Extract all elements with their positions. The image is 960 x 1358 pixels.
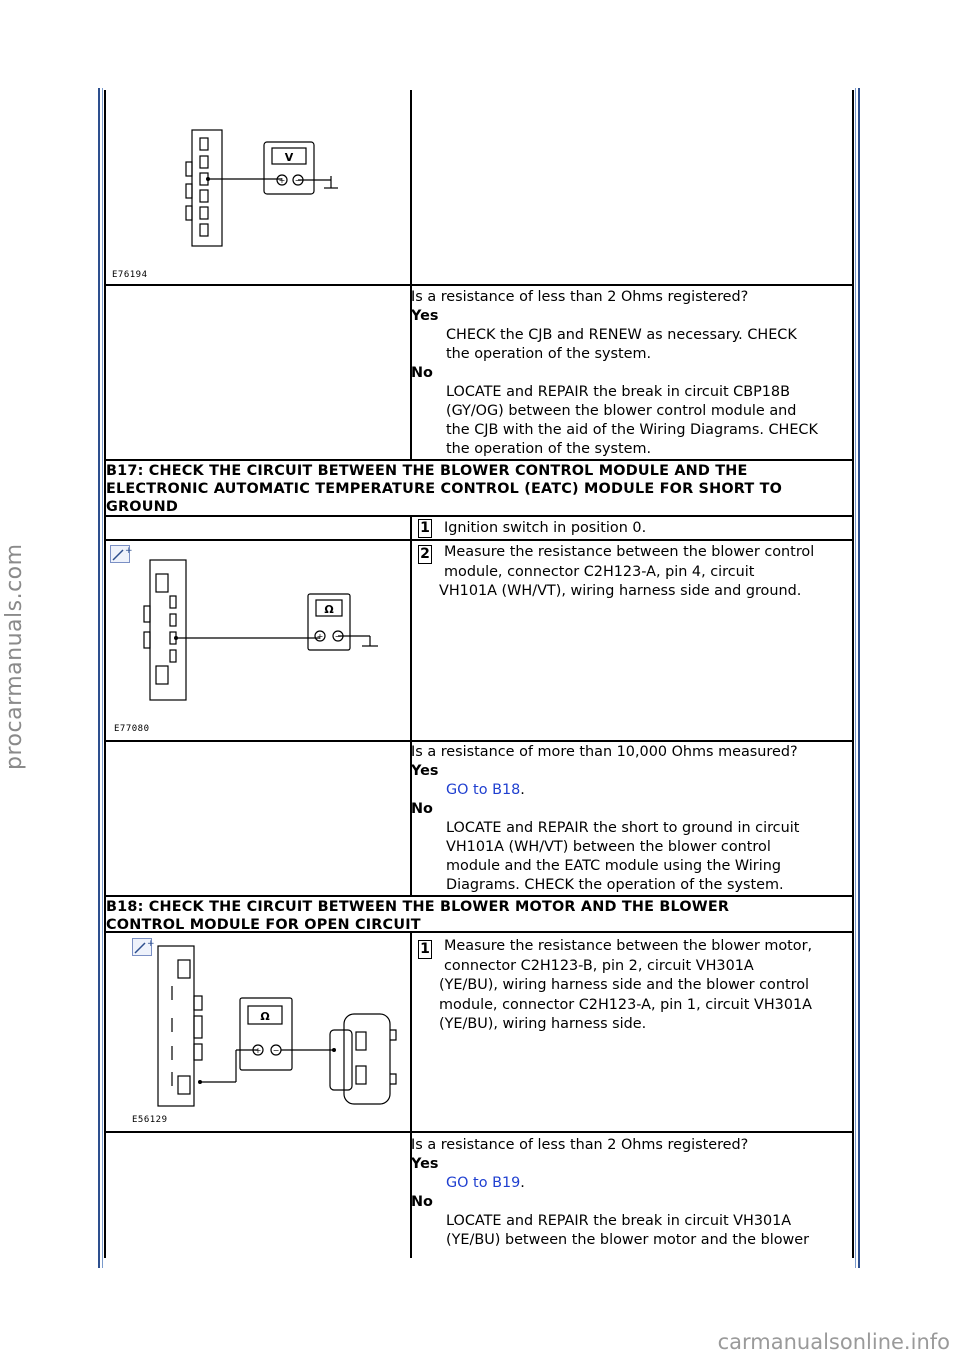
no-text: LOCATE and REPAIR the short to ground in circuit bbox=[446, 820, 800, 836]
table-border-right bbox=[852, 90, 854, 1258]
svg-text:−: − bbox=[334, 632, 342, 641]
page-rule-left-inner bbox=[102, 88, 103, 1268]
ohmmeter-symbol: Ω bbox=[260, 1010, 270, 1023]
page-rule-right bbox=[858, 88, 860, 1268]
figure-blower-motor-diagram bbox=[144, 942, 404, 1112]
question-text: Is a resistance of more than 10,000 Ohms measured? bbox=[411, 744, 798, 760]
svg-text:+: + bbox=[316, 632, 324, 641]
row-border bbox=[104, 740, 854, 742]
section-title-b17: B17: CHECK THE CIRCUIT BETWEEN THE BLOWER CONTROL MODULE AND THE ELECTRONIC AUTOMATIC TEMPERATURE CONTROL (EATC) MODULE FOR SHORT TO GROUND bbox=[106, 463, 783, 515]
no-label: No bbox=[411, 1194, 433, 1210]
yes-text: GO to B19. bbox=[446, 1175, 525, 1191]
row-border bbox=[104, 539, 854, 541]
yes-label: Yes bbox=[411, 763, 439, 779]
svg-text:+: + bbox=[278, 176, 286, 185]
step-number: 2 bbox=[418, 545, 432, 564]
row-border bbox=[104, 895, 854, 897]
footer-watermark: carmanualsonline.info bbox=[717, 1330, 950, 1354]
zoom-icon[interactable] bbox=[110, 545, 133, 563]
no-text: the CJB with the aid of the Wiring Diagrams. CHECK bbox=[446, 422, 818, 438]
go-to-b19-link[interactable]: GO to B19 bbox=[446, 1175, 521, 1191]
row-border bbox=[104, 1131, 854, 1133]
yes-text: the operation of the system. bbox=[446, 346, 652, 362]
no-text: LOCATE and REPAIR the break in circuit CBP18B bbox=[446, 384, 790, 400]
procedure-table bbox=[104, 90, 854, 1258]
no-text: the operation of the system. bbox=[446, 441, 652, 457]
no-label: No bbox=[411, 365, 433, 381]
svg-text:+: + bbox=[147, 939, 155, 949]
yes-label: Yes bbox=[411, 308, 439, 324]
no-text: (GY/OG) between the blower control module and bbox=[446, 403, 797, 419]
step-text: Measure the resistance between the blower motor, connector C2H123-B, pin 2, circuit VH301A (YE/BU), wiring harness side and the blower control module, connector C2H123-A, pin 1, circuit VH301A (YE/BU), wiring harness side. bbox=[439, 938, 813, 1032]
yes-text: GO to B18. bbox=[446, 782, 525, 798]
figure-voltmeter-diagram bbox=[164, 126, 364, 251]
figure-label: E76194 bbox=[112, 270, 148, 280]
yes-text: CHECK the CJB and RENEW as necessary. CHECK bbox=[446, 327, 797, 343]
row-border bbox=[104, 459, 854, 461]
ohmmeter-symbol: Ω bbox=[324, 603, 334, 616]
no-text: Diagrams. CHECK the operation of the system. bbox=[446, 877, 784, 893]
figure-label: E56129 bbox=[132, 1115, 168, 1125]
no-text: module and the EATC module using the Wiring bbox=[446, 858, 781, 874]
table-border-left bbox=[104, 90, 106, 1258]
step-number: 1 bbox=[418, 519, 432, 538]
question-block bbox=[411, 743, 799, 895]
no-text: LOCATE and REPAIR the break in circuit VH301A bbox=[446, 1213, 792, 1229]
svg-text:−: − bbox=[294, 176, 302, 185]
no-label: No bbox=[411, 801, 433, 817]
voltmeter-symbol: V bbox=[284, 151, 294, 164]
step-text: Ignition switch in position 0. bbox=[444, 520, 647, 536]
question-block bbox=[411, 1136, 809, 1250]
go-to-b18-link[interactable]: GO to B18 bbox=[446, 782, 521, 798]
step-text: Measure the resistance between the blower control module, connector C2H123-A, pin 4, circuit VH101A (WH/VT), wiring harness side and ground. bbox=[439, 544, 815, 599]
section-title-b18: B18: CHECK THE CIRCUIT BETWEEN THE BLOWER MOTOR AND THE BLOWER CONTROL MODULE FOR OPEN CIRCUIT bbox=[106, 899, 730, 933]
step-number: 1 bbox=[418, 940, 432, 959]
page-rule-left bbox=[98, 88, 100, 1268]
svg-text:+: + bbox=[254, 1046, 262, 1055]
svg-text:−: − bbox=[272, 1046, 280, 1055]
page-rule-right-inner bbox=[855, 88, 856, 1268]
question-text: Is a resistance of less than 2 Ohms registered? bbox=[411, 1137, 749, 1153]
question-block bbox=[411, 288, 818, 459]
yes-label: Yes bbox=[411, 1156, 439, 1172]
figure-ohmmeter-diagram bbox=[140, 556, 380, 706]
row-border bbox=[104, 284, 854, 286]
question-text: Is a resistance of less than 2 Ohms registered? bbox=[411, 289, 749, 305]
no-text: VH101A (WH/VT) between the blower control bbox=[446, 839, 771, 855]
no-text: (YE/BU) between the blower motor and the blower bbox=[446, 1232, 810, 1248]
side-watermark: procarmanuals.com bbox=[2, 543, 27, 770]
figure-label: E77080 bbox=[114, 724, 150, 734]
svg-text:+: + bbox=[125, 546, 133, 556]
